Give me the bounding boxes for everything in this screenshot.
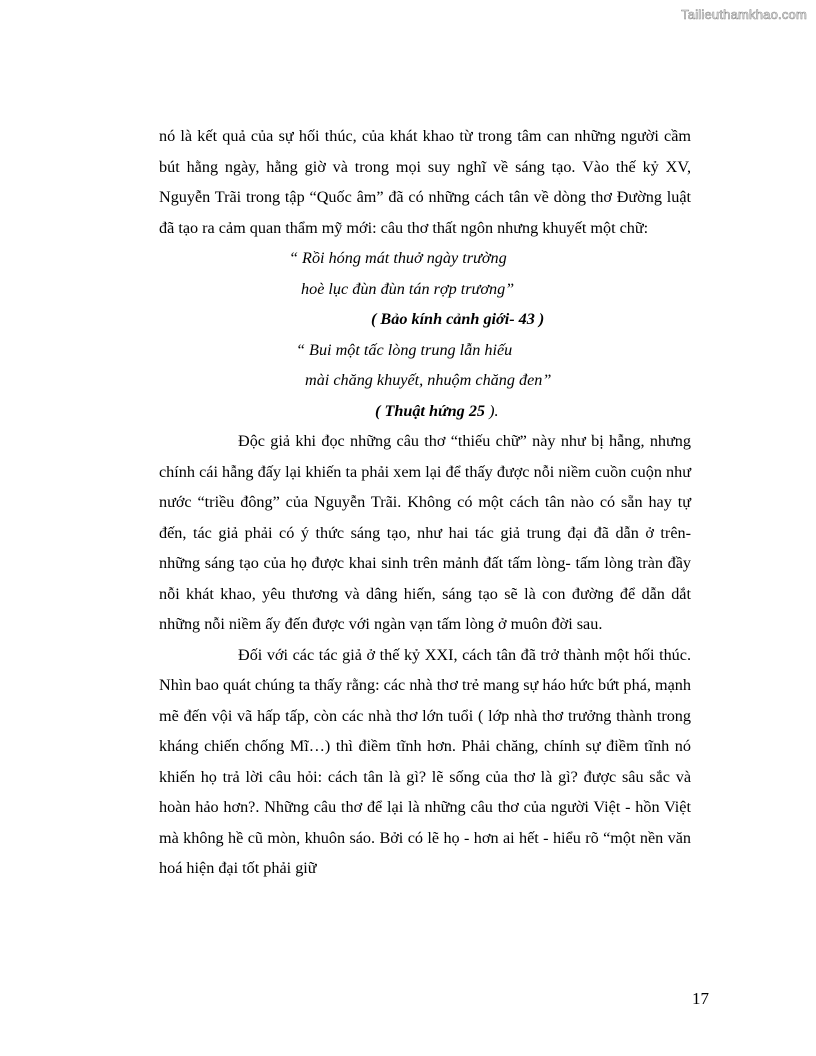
poem-1-source: ( Bảo kính cảnh giới- 43 )	[371, 310, 545, 328]
poem-quote-2	[159, 335, 691, 427]
poem-quote-1	[159, 243, 691, 335]
poem-2-source	[159, 396, 691, 427]
page-number: 17	[692, 989, 709, 1008]
poem-2-source-title: Thuật hứng 25	[384, 401, 486, 420]
poem-2-source-close: ).	[485, 401, 499, 420]
paragraph-3: Đối với các tác giả ở thế kỷ XXI, cách tân đã trở thành một hối thúc. Nhìn bao quát chúng ta thấy rằng: các nhà thơ trẻ mang sự háo hức bứt phá, mạnh mẽ đến vội vã hấp tấp, còn các nhà thơ lớn tuổi ( lớp nhà thơ trưởng thành trong kháng chiến chống Mĩ…) thì điềm tĩnh hơn. Phải chăng, chính sự điềm tĩnh nó khiến họ trả lời câu hỏi: cách tân là gì? lẽ sống của thơ là gì? được sâu sắc và hoàn hảo hơn?. Những câu thơ để lại là những câu thơ của người Việt - hồn Việt mà không hề cũ mòn, khuôn sáo. Bởi có lẽ họ - hơn ai hết - hiểu rõ “một nền văn hoá hiện đại tốt phải giữ	[159, 645, 691, 877]
poem-2-line-2: mài chăng khuyết, nhuộm chăng đen”	[305, 371, 552, 389]
paragraph-1: nó là kết quả của sự hối thúc, của khát khao từ trong tâm can những người cầm bút hằng ngày, hằng giờ và trong mọi suy nghĩ về sáng tạo. Vào thế kỷ XV, Nguyễn Trãi trong tập “Quốc âm” đã có những cách tân về dòng thơ Đường luật đã tạo ra cảm quan thẩm mỹ mới: câu thơ thất ngôn nhưng khuyết một chữ:	[159, 127, 691, 237]
poem-1-line-1: “ Rồi hóng mát thuở ngày trường	[289, 249, 507, 267]
poem-1-line-2: hoè lục đùn đùn tán rợp trương”	[301, 279, 515, 298]
poem-2-line-1: “ Bui một tấc lòng trung lẫn hiếu	[296, 340, 513, 359]
poem-2-source-open: (	[375, 401, 385, 420]
watermark-logo: Tailieuthamkhao.com	[681, 7, 807, 22]
paragraph-2: Độc giả khi đọc những câu thơ “thiếu chữ” này như bị hẫng, nhưng chính cái hẫng đấy lại khiến ta phải xem lại để thấy được nỗi niềm cuồn cuộn như nước “triều đông” của Nguyễn Trãi. Không có một cách tân nào có sẵn hay tự đến, tác giả phải có ý thức sáng tạo, như hai tác giả trung đại đã dẫn ở trên- những sáng tạo của họ được khai sinh trên mảnh đất tấm lòng- tấm lòng tràn đầy nỗi khát khao, yêu thương và dâng hiến, sáng tạo sẽ là con đường để dẫn dắt những nỗi niềm ấy đến được với ngàn vạn tấm lòng ở muôn đời sau.	[159, 432, 691, 633]
document-page	[159, 121, 691, 884]
